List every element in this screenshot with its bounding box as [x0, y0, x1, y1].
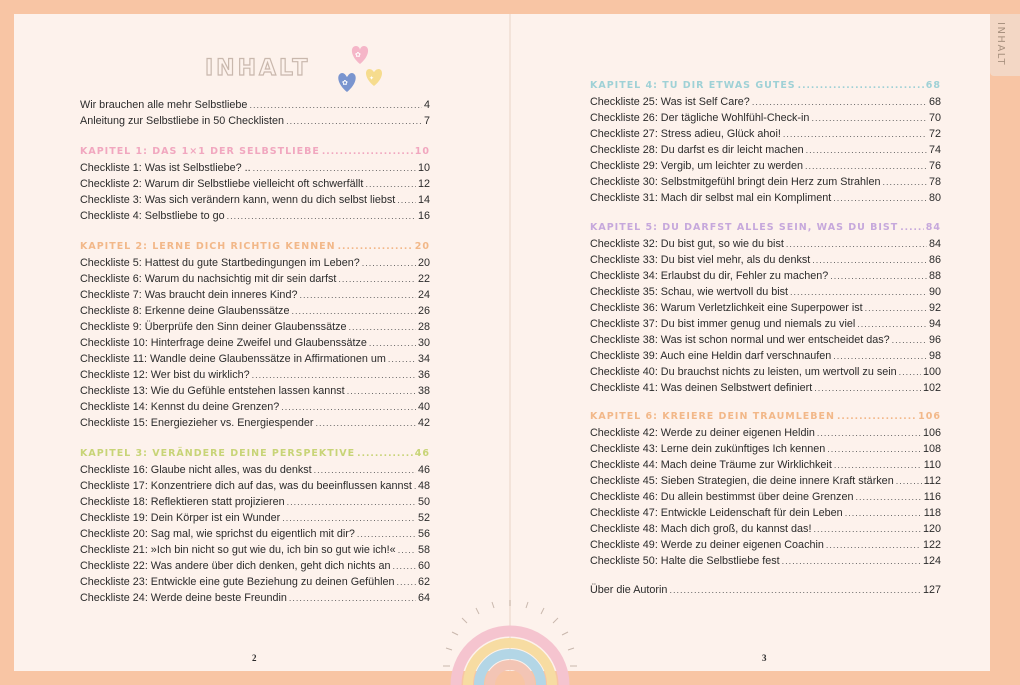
dot-leader — [287, 494, 416, 510]
toc-entry-title: Checkliste 9: Überprüfe den Sinn deiner Glaubenssätze — [80, 321, 347, 333]
toc-entry-title: Checkliste 24: Werde deine beste Freundin — [80, 592, 287, 604]
dot-leader — [817, 425, 921, 441]
dot-leader — [362, 255, 416, 271]
dot-leader — [833, 348, 927, 364]
toc-entry-title: Checkliste 48: Mach dich groß, du kannst das! — [590, 523, 812, 535]
dot-leader — [669, 582, 921, 598]
toc-entry-page: 84 — [925, 222, 941, 233]
toc-entry-title: Checkliste 7: Was braucht dein inneres Kind? — [80, 289, 298, 301]
dot-leader — [790, 284, 927, 300]
toc-entry[interactable] — [80, 510, 430, 526]
toc-entry-title: Checkliste 17: Konzentriere dich auf das, was du beeinflussen kannst — [80, 480, 412, 492]
toc-entry-title: Checkliste 27: Stress adieu, Glück ahoi! — [590, 128, 781, 140]
toc-entry-page: 40 — [417, 401, 430, 413]
toc-entry[interactable] — [80, 208, 430, 224]
toc-entry-page: 118 — [923, 507, 941, 519]
dot-leader — [857, 316, 927, 332]
toc-entry[interactable] — [80, 255, 430, 271]
toc-entry-title: Checkliste 34: Erlaubst du dir, Fehler zu machen? — [590, 270, 829, 282]
toc-entry[interactable] — [590, 553, 941, 569]
toc-entry-page: 64 — [417, 592, 430, 604]
chapter-heading[interactable] — [590, 409, 941, 425]
toc-entry-page: 58 — [417, 544, 430, 556]
toc-entry-title: Checkliste 39: Auch eine Heldin darf verschnaufen — [590, 350, 832, 362]
toc-entry-title: Checkliste 33: Du bist viel mehr, als du denkst — [590, 254, 811, 266]
dot-leader — [314, 462, 416, 478]
toc-entry-title: Checkliste 43: Lerne dein zukünftiges Ich kennen — [590, 443, 826, 455]
dot-leader — [291, 303, 416, 319]
dot-leader — [892, 332, 927, 348]
toc-entry-page: 42 — [417, 417, 430, 429]
toc-entry[interactable] — [80, 542, 430, 558]
toc-entry-page: 68 — [925, 80, 941, 91]
toc-entry-title: Checkliste 18: Reflektieren statt projizieren — [80, 496, 285, 508]
toc-entry-page: 96 — [928, 334, 941, 346]
chapter-heading[interactable] — [80, 239, 430, 255]
dot-leader — [798, 78, 924, 94]
dot-leader — [369, 335, 416, 351]
dot-leader — [783, 126, 927, 142]
toc-entry-title: Checkliste 50: Halte die Selbstliebe fest — [590, 555, 780, 567]
toc-entry-title: Checkliste 26: Der tägliche Wohlfühl-Check-in — [590, 112, 810, 124]
toc-entry-title: Checkliste 8: Erkenne deine Glaubenssätze — [80, 305, 290, 317]
toc-entry[interactable] — [80, 415, 430, 431]
toc-entry-page: 38 — [417, 385, 430, 397]
toc-entry-page: 30 — [417, 337, 430, 349]
toc-entry[interactable] — [590, 300, 941, 316]
dot-leader — [357, 526, 416, 542]
toc-entry[interactable] — [80, 113, 430, 129]
dot-leader — [899, 364, 921, 380]
dot-leader — [896, 473, 922, 489]
toc-entry[interactable] — [80, 399, 430, 415]
dot-leader — [357, 446, 413, 462]
chapter-heading[interactable] — [590, 220, 941, 236]
dot-leader — [845, 505, 922, 521]
toc-entry[interactable] — [590, 142, 941, 158]
toc-entry[interactable] — [80, 351, 430, 367]
toc-entry-title: Checkliste 45: Sieben Strategien, die deine innere Kraft stärken — [590, 475, 894, 487]
toc-entry[interactable] — [590, 268, 941, 284]
toc-entry-page: 7 — [423, 115, 430, 127]
dot-leader — [253, 160, 416, 176]
toc-entry-page: 92 — [928, 302, 941, 314]
toc-entry-title: Checkliste 42: Werde zu deiner eigenen Heldin — [590, 427, 815, 439]
toc-entry-page: 20 — [417, 257, 430, 269]
dot-leader — [827, 441, 921, 457]
dot-leader — [837, 409, 916, 425]
dot-leader — [855, 489, 921, 505]
toc-entry-page: 98 — [928, 350, 941, 362]
toc-entry-title: Checkliste 32: Du bist gut, so wie du bist — [590, 238, 784, 250]
toc-entry-title: Checkliste 35: Schau, wie wertvoll du bist — [590, 286, 789, 298]
dot-leader — [347, 383, 416, 399]
toc-entry-title: Checkliste 25: Was ist Self Care? — [590, 96, 750, 108]
toc-entry[interactable] — [80, 558, 430, 574]
toc-entry[interactable] — [590, 236, 941, 252]
toc-entry-title: Checkliste 37: Du bist immer genug und niemals zu viel — [590, 318, 856, 330]
page-title: INHALT — [205, 56, 311, 81]
toc-entry-page: 10 — [414, 146, 430, 157]
toc-entry-page: 110 — [923, 459, 941, 471]
dot-leader — [865, 300, 927, 316]
toc-entry-page: 14 — [417, 194, 430, 206]
toc-entry[interactable] — [80, 176, 430, 192]
toc-entry-title: Checkliste 29: Vergib, um leichter zu werden — [590, 160, 804, 172]
toc-entry-page: 124 — [922, 555, 941, 567]
svg-text:✿: ✿ — [355, 51, 361, 59]
toc-entry[interactable] — [80, 160, 430, 176]
toc-entry-page: 122 — [922, 539, 941, 551]
dot-leader — [812, 252, 927, 268]
dot-leader — [289, 590, 416, 606]
toc-entry-page: 68 — [928, 96, 941, 108]
toc-entry[interactable] — [80, 383, 430, 399]
toc-entry[interactable] — [590, 521, 941, 537]
toc-entry-page: 116 — [923, 491, 941, 503]
toc-entry-title: Checkliste 19: Dein Körper ist ein Wunder — [80, 512, 281, 524]
toc-entry-page: 22 — [417, 273, 430, 285]
toc-entry-title: KAPITEL 1: DAS 1×1 DER SELBSTLIEBE — [80, 146, 320, 157]
toc-entry[interactable] — [590, 190, 941, 206]
toc-entry[interactable] — [590, 348, 941, 364]
chapter-tab[interactable] — [990, 14, 1020, 76]
dot-leader — [811, 110, 927, 126]
dot-leader — [806, 142, 927, 158]
dot-leader — [834, 457, 922, 473]
dot-leader — [833, 190, 927, 206]
toc-entry-title: Checkliste 36: Warum Verletzlichkeit eine Superpower ist — [590, 302, 863, 314]
dot-leader — [414, 478, 416, 494]
toc-entry-title: Checkliste 6: Warum du nachsichtig mit dir sein darfst — [80, 273, 337, 285]
toc-entry[interactable] — [590, 364, 941, 380]
toc-entry[interactable] — [80, 287, 430, 303]
dot-leader — [900, 220, 924, 236]
toc-entry[interactable] — [80, 97, 430, 113]
dot-leader — [826, 537, 921, 553]
toc-entry-page: 106 — [922, 427, 941, 439]
toc-entry[interactable] — [590, 537, 941, 553]
toc-entry[interactable] — [590, 110, 941, 126]
dot-leader — [338, 239, 413, 255]
toc-entry-title: KAPITEL 4: TU DIR ETWAS GUTES — [590, 80, 796, 91]
toc-entry-page: 26 — [417, 305, 430, 317]
toc-entry-page: 86 — [928, 254, 941, 266]
toc-entry[interactable] — [590, 457, 941, 473]
toc-entry[interactable] — [80, 526, 430, 542]
toc-entry[interactable] — [590, 489, 941, 505]
toc-entry-page: 102 — [922, 382, 941, 394]
toc-entry-page: 78 — [928, 176, 941, 188]
dot-leader — [882, 174, 927, 190]
toc-entry[interactable] — [80, 303, 430, 319]
toc-entry[interactable] — [590, 158, 941, 174]
toc-entry-title: Checkliste 2: Warum dir Selbstliebe vielleicht oft schwerfällt — [80, 178, 364, 190]
toc-entry[interactable] — [80, 367, 430, 383]
toc-entry-title: Über die Autorin — [590, 584, 668, 596]
toc-entry[interactable] — [80, 478, 430, 494]
book-gutter — [509, 14, 511, 671]
toc-entry-title: KAPITEL 2: LERNE DICH RICHTIG KENNEN — [80, 241, 336, 252]
toc-entry-title: Checkliste 47: Entwickle Leidenschaft für dein Leben — [590, 507, 843, 519]
dot-leader — [365, 176, 416, 192]
svg-text:✿: ✿ — [342, 79, 348, 87]
toc-entry[interactable] — [590, 425, 941, 441]
toc-entry-title: Checkliste 14: Kennst du deine Grenzen? — [80, 401, 280, 413]
toc-entry-title: Checkliste 16: Glaube nicht alles, was du denkst — [80, 464, 312, 476]
toc-entry[interactable] — [590, 473, 941, 489]
toc-entry-page: 74 — [928, 144, 941, 156]
toc-entry-page: 50 — [417, 496, 430, 508]
toc-entry-title: Checkliste 11: Wandle deine Glaubenssätze in Affirmationen um — [80, 353, 386, 365]
toc-entry-page: 24 — [417, 289, 430, 301]
toc-entry-title: Anleitung zur Selbstliebe in 50 Checklisten — [80, 115, 285, 127]
toc-entry[interactable] — [590, 505, 941, 521]
toc-entry[interactable] — [590, 252, 941, 268]
toc-entry-title: Checkliste 10: Hinterfrage deine Zweifel und Glaubenssätze — [80, 337, 367, 349]
toc-entry[interactable] — [80, 494, 430, 510]
toc-entry-page: 36 — [417, 369, 430, 381]
dot-leader — [252, 367, 416, 383]
toc-entry-title: Checkliste 30: Selbstmitgefühl bringt dein Herz zum Strahlen — [590, 176, 881, 188]
dot-leader — [388, 351, 416, 367]
toc-entry-title: Checkliste 20: Sag mal, wie sprichst du eigentlich mit dir? — [80, 528, 355, 540]
dot-leader — [282, 510, 416, 526]
dot-leader — [322, 144, 413, 160]
toc-entry[interactable] — [590, 582, 941, 598]
dot-leader — [814, 380, 921, 396]
dot-leader — [249, 97, 422, 113]
toc-entry-page: 80 — [928, 192, 941, 204]
toc-entry-page: 100 — [922, 366, 941, 378]
chapter-tab-label: INHALT — [995, 22, 1006, 67]
page-number-left: 2 — [252, 653, 257, 663]
toc-entry-page: 70 — [928, 112, 941, 124]
toc-entry[interactable] — [590, 126, 941, 142]
svg-text:✦: ✦ — [369, 75, 375, 82]
toc-entry[interactable] — [590, 94, 941, 110]
toc-entry-title: Checkliste 44: Mach deine Träume zur Wirklichkeit — [590, 459, 832, 471]
dot-leader — [281, 399, 416, 415]
dot-leader — [786, 236, 927, 252]
dot-leader — [782, 553, 921, 569]
toc-entry[interactable] — [590, 284, 941, 300]
page-number-right: 3 — [762, 653, 767, 663]
toc-entry-title: Checkliste 28: Du darfst es dir leicht machen — [590, 144, 804, 156]
toc-entry-page: 52 — [417, 512, 430, 524]
dot-leader — [397, 192, 416, 208]
toc-entry[interactable] — [590, 332, 941, 348]
chapter-heading[interactable] — [590, 78, 941, 94]
toc-entry-title: Checkliste 49: Werde zu deiner eigenen Coachin — [590, 539, 824, 551]
toc-entry-title: Checkliste 22: Was andere über dich denken, geht dich nichts an — [80, 560, 391, 572]
toc-entry[interactable] — [80, 590, 430, 606]
toc-entry-title: Checkliste 21: »Ich bin nicht so gut wie du, ich bin so gut wie ich!« — [80, 544, 396, 556]
toc-entry-page: 28 — [417, 321, 430, 333]
toc-entry-page: 56 — [417, 528, 430, 540]
toc-entry[interactable] — [80, 462, 430, 478]
toc-entry-page: 46 — [417, 464, 430, 476]
toc-entry-page: 10 — [417, 162, 430, 174]
toc-entry-title: Checkliste 31: Mach dir selbst mal ein Kompliment — [590, 192, 832, 204]
toc-entry-page: 16 — [417, 210, 430, 222]
toc-entry-page: 62 — [417, 576, 430, 588]
toc-entry[interactable] — [80, 192, 430, 208]
dot-leader — [830, 268, 927, 284]
toc-entry-page: 48 — [417, 480, 430, 492]
toc-entry-page: 12 — [417, 178, 430, 190]
toc-entry-page: 106 — [918, 411, 941, 422]
toc-entry-title: Checkliste 5: Hattest du gute Startbedingungen im Leben? — [80, 257, 360, 269]
toc-entry-title: Checkliste 4: Selbstliebe to go — [80, 210, 225, 222]
toc-entry-page: 84 — [928, 238, 941, 250]
toc-entry-page: 76 — [928, 160, 941, 172]
toc-entry-page: 112 — [923, 475, 941, 487]
dot-leader — [752, 94, 927, 110]
toc-entry-page: 108 — [922, 443, 941, 455]
toc-entry-page: 46 — [414, 448, 430, 459]
toc-entry-title: Checkliste 1: Was ist Selbstliebe? .. — [80, 162, 251, 174]
toc-entry-page: 94 — [928, 318, 941, 330]
chapter-heading[interactable] — [80, 446, 430, 462]
toc-entry-title: KAPITEL 5: DU DARFST ALLES SEIN, WAS DU BIST — [590, 222, 899, 233]
toc-entry-title: KAPITEL 3: VERÄNDERE DEINE PERSPEKTIVE — [80, 448, 356, 459]
toc-entry[interactable] — [590, 316, 941, 332]
dot-leader — [805, 158, 927, 174]
toc-entry-page: 90 — [928, 286, 941, 298]
dot-leader — [348, 319, 416, 335]
toc-entry[interactable] — [80, 335, 430, 351]
toc-entry[interactable] — [80, 319, 430, 335]
toc-entry[interactable] — [590, 441, 941, 457]
rainbow-icon — [440, 598, 580, 685]
toc-entry-title: Checkliste 41: Was deinen Selbstwert definiert — [590, 382, 813, 394]
page-edge — [990, 76, 1020, 685]
toc-entry-title: Checkliste 15: Energiezieher vs. Energiespender — [80, 417, 314, 429]
toc-entry-page: 72 — [928, 128, 941, 140]
dot-leader — [299, 287, 416, 303]
toc-entry-page: 120 — [922, 523, 941, 535]
dot-leader — [813, 521, 921, 537]
toc-entry[interactable] — [80, 574, 430, 590]
dot-leader — [286, 113, 422, 129]
toc-entry-title: Checkliste 13: Wie du Gefühle entstehen lassen kannst — [80, 385, 345, 397]
toc-entry-page: 4 — [423, 99, 430, 111]
toc-entry-page: 34 — [417, 353, 430, 365]
toc-entry-title: Checkliste 12: Wer bist du wirklich? — [80, 369, 250, 381]
dot-leader — [393, 558, 416, 574]
chapter-heading[interactable] — [80, 144, 430, 160]
toc-entry-title: KAPITEL 6: KREIERE DEIN TRAUMLEBEN — [590, 411, 835, 422]
toc-entry-title: Wir brauchen alle mehr Selbstliebe — [80, 99, 248, 111]
dot-leader — [397, 574, 416, 590]
toc-entry-title: Checkliste 46: Du allein bestimmst über deine Grenzen — [590, 491, 854, 503]
hearts-icon — [334, 42, 386, 96]
toc-entry[interactable] — [80, 271, 430, 287]
dot-leader — [398, 542, 416, 558]
dot-leader — [315, 415, 416, 431]
toc-entry[interactable] — [590, 380, 941, 396]
toc-entry-page: 127 — [922, 584, 941, 596]
toc-entry-page: 88 — [928, 270, 941, 282]
toc-entry[interactable] — [590, 174, 941, 190]
dot-leader — [227, 208, 416, 224]
toc-entry-title: Checkliste 40: Du brauchst nichts zu leisten, um wertvoll zu sein — [590, 366, 897, 378]
toc-entry-title: Checkliste 23: Entwickle eine gute Beziehung zu deinen Gefühlen — [80, 576, 395, 588]
dot-leader — [338, 271, 416, 287]
toc-entry-title: Checkliste 38: Was ist schon normal und wer entscheidet das? — [590, 334, 890, 346]
toc-entry-title: Checkliste 3: Was sich verändern kann, wenn du dich selbst liebst — [80, 194, 396, 206]
toc-entry-page: 60 — [417, 560, 430, 572]
toc-entry-page: 20 — [414, 241, 430, 252]
